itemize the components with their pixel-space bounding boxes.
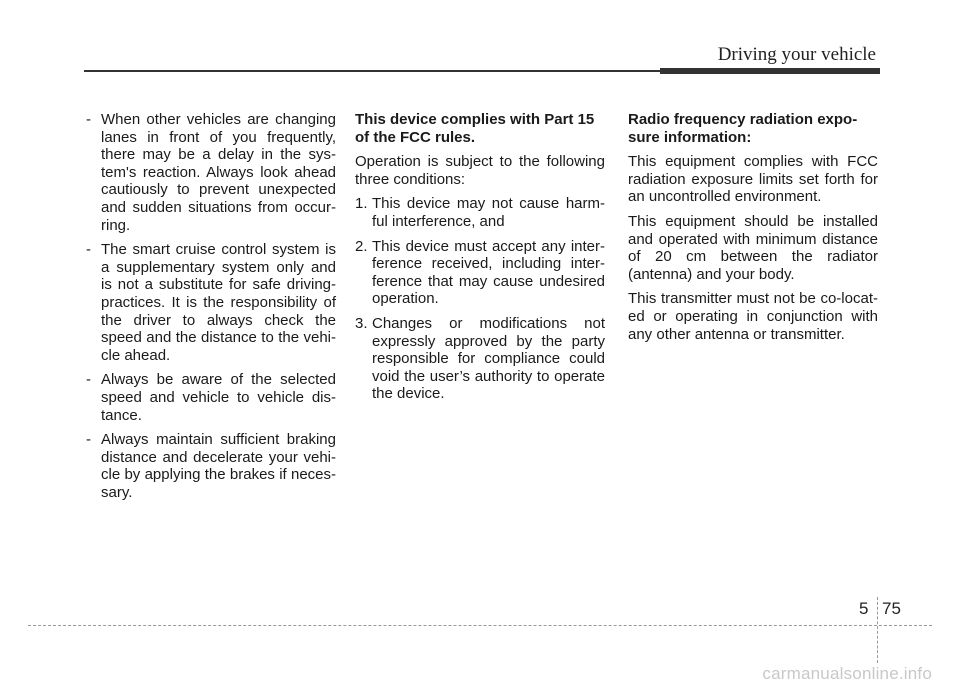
column-safety-notes (86, 111, 336, 508)
list-item: - Always maintain sufficient braking distance and decelerate your vehi-cle by applying the brakes if neces-sary. (86, 431, 336, 501)
rf-paragraph: This transmitter must not be co-locat-ed or operating in conjunction with any other antenna or transmitter. (628, 290, 878, 343)
list-item: - When other vehicles are changing lanes in front of you frequently, there may be a delay in the sys-tem's reaction. Always look ahead cautiously to prevent unexpected and sudden situations from occur-ring. (86, 111, 336, 234)
header-divider-accent (660, 68, 880, 74)
rf-heading: Radio frequency radiation expo-sure information: (628, 111, 858, 146)
bullet-text: Always be aware of the selected speed and vehicle to vehicle dis-tance. (101, 371, 336, 424)
page-number-divider (877, 597, 878, 663)
condition-text: This device may not cause harm-ful interference, and (372, 195, 605, 230)
fcc-intro: Operation is subject to the following three conditions: (355, 153, 605, 188)
list-item: 3. Changes or modifications not expressly approved by the party responsible for compliance could void the user’s authority to operate the device. (355, 314, 605, 403)
list-item: 1. This device may not cause harm-ful interference, and (355, 195, 605, 230)
condition-text: Changes or modifications not expressly approved by the party responsible for compliance could void the user’s authority to operate the device. (372, 314, 605, 403)
condition-text: This device must accept any inter-ference received, including inter-ference that may cause undesired operation. (372, 237, 605, 308)
page-number: 75 (882, 599, 901, 618)
bullet-text: Always maintain sufficient braking distance and decelerate your vehi-cle by applying the brakes if neces-sary. (101, 431, 336, 501)
section-title: Driving your vehicle (717, 44, 876, 65)
list-item: 2. This device must accept any inter-ference received, including inter-ference that may cause undesired operation. (355, 237, 605, 308)
column-fcc-compliance (355, 111, 605, 410)
header-divider (84, 70, 670, 72)
rf-paragraph: This equipment complies with FCC radiation exposure limits set forth for an uncontrolled environment. (628, 153, 878, 206)
fcc-heading: This device complies with Part 15 of the FCC rules. (355, 111, 595, 146)
list-item: - The smart cruise control system is a supplementary system only and is not a substitute for safe driving-practices. It is the responsibility of the driver to always check the speed and the distance to the vehi-cle ahead. (86, 241, 336, 364)
footer-divider (28, 625, 932, 626)
rf-paragraph: This equipment should be installed and operated with minimum distance of 20 cm between the radiator (antenna) and your body. (628, 212, 878, 283)
chapter-number: 5 (859, 599, 869, 618)
column-rf-exposure (628, 111, 878, 350)
safety-bullet-list (86, 111, 336, 501)
list-item: - Always be aware of the selected speed and vehicle to vehicle dis-tance. (86, 371, 336, 424)
watermark: carmanualsonline.info (762, 664, 932, 683)
fcc-conditions-list (355, 195, 605, 403)
bullet-text: The smart cruise control system is a supplementary system only and is not a substitute for safe driving-practices. It is the responsibility of the driver to always check the speed and the distance to the vehi-cle ahead. (101, 241, 336, 364)
bullet-text: When other vehicles are changing lanes in front of you frequently, there may be a delay in the sys-tem's reaction. Always look ahead cautiously to prevent unexpected and sudden situations from occur-ring. (101, 111, 336, 234)
